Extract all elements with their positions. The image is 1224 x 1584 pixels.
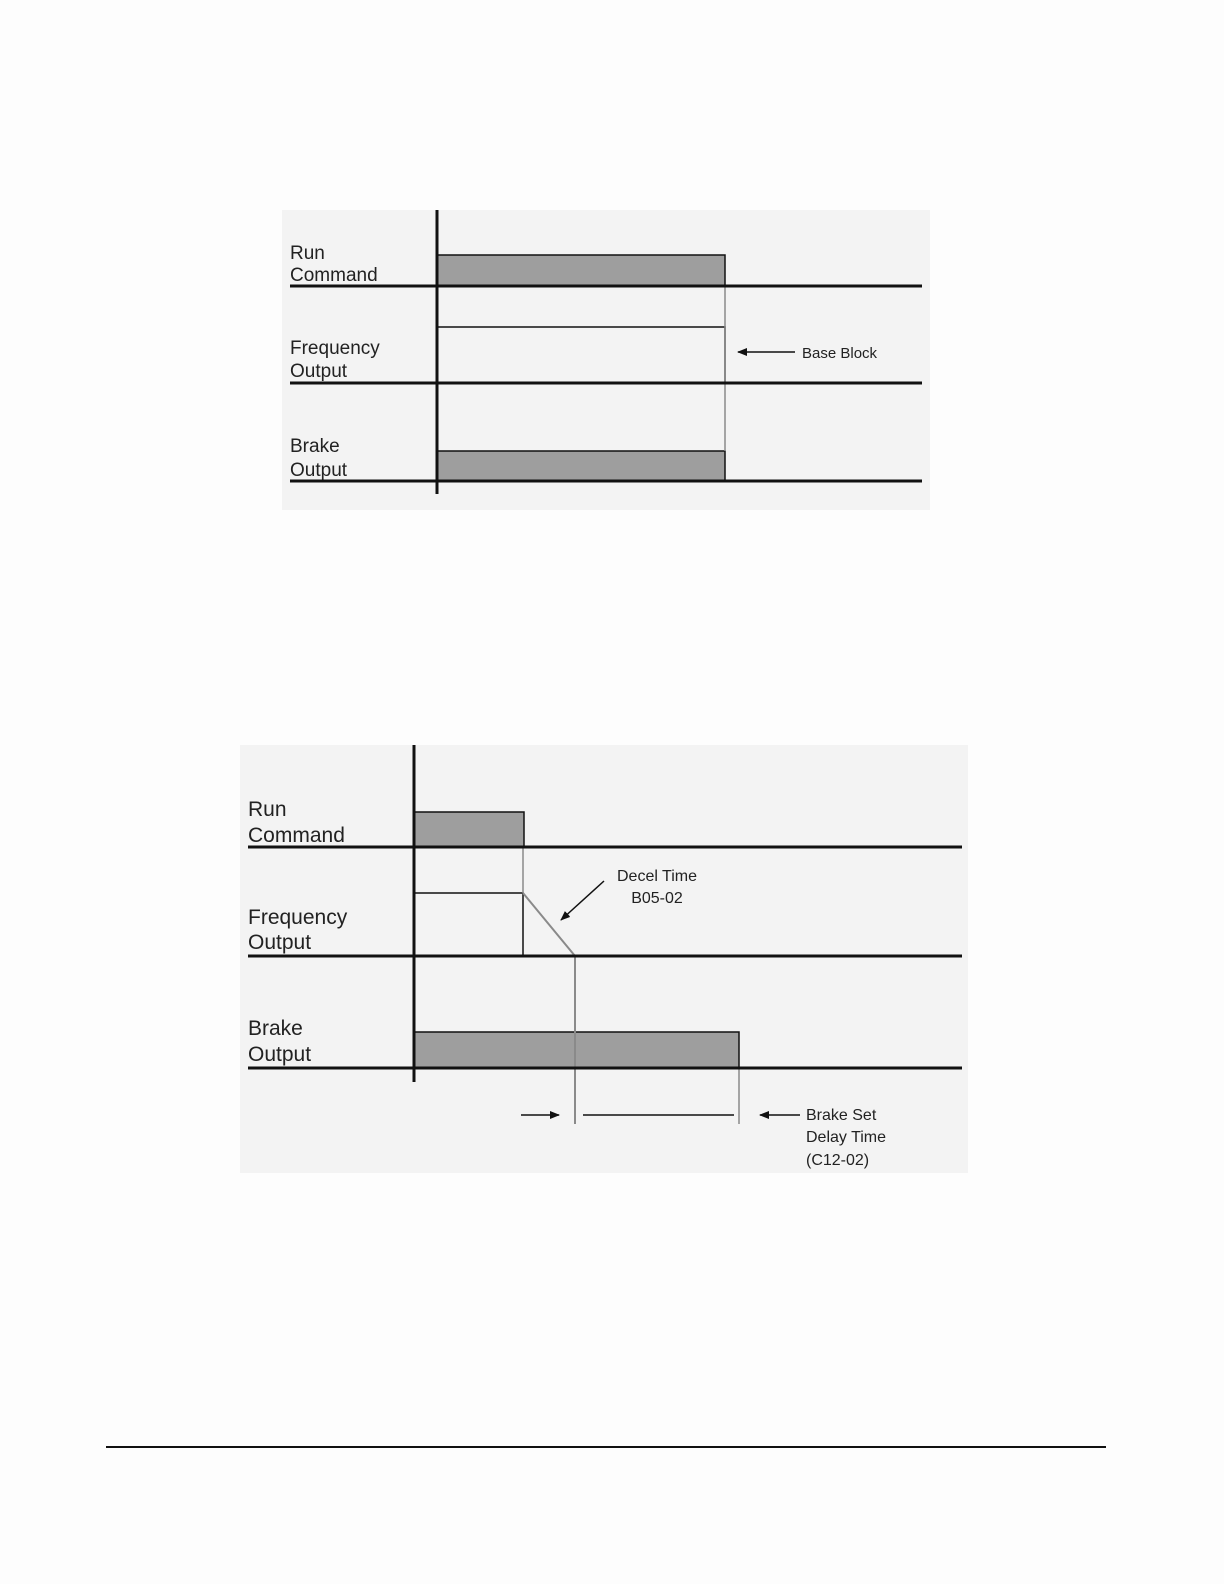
run-command-label-line2: Command <box>248 824 345 847</box>
run-command-label-line2: Command <box>290 265 378 286</box>
brake-output-pulse <box>414 1032 739 1068</box>
brake-output-label-line2: Output <box>290 460 348 481</box>
frequency-output-label-line2: Output <box>248 931 312 954</box>
brake-set-delay-label-line1: Brake Set <box>806 1107 877 1124</box>
timing-diagram-decel-brake-delay <box>240 745 968 1173</box>
decel-time-parameter: B05-02 <box>631 890 683 907</box>
frequency-output-label-line1: Frequency <box>248 906 348 929</box>
brake-set-delay-parameter: (C12-02) <box>806 1152 870 1169</box>
brake-set-delay-label-line2: Delay Time <box>806 1129 887 1146</box>
run-command-label-line1: Run <box>290 243 325 264</box>
base-block-annotation: Base Block <box>802 345 878 362</box>
frequency-output-label-line1: Frequency <box>290 338 380 359</box>
brake-output-label-line2: Output <box>248 1043 312 1066</box>
brake-output-pulse <box>437 451 725 481</box>
run-command-pulse <box>437 255 725 286</box>
timing-diagram-base-block <box>282 210 930 510</box>
decel-time-label: Decel Time <box>616 868 698 885</box>
run-command-pulse <box>414 812 524 847</box>
brake-output-label-line1: Brake <box>290 436 340 457</box>
frequency-output-label-line2: Output <box>290 361 348 382</box>
run-command-label-line1: Run <box>248 798 287 821</box>
brake-output-label-line1: Brake <box>248 1017 303 1040</box>
